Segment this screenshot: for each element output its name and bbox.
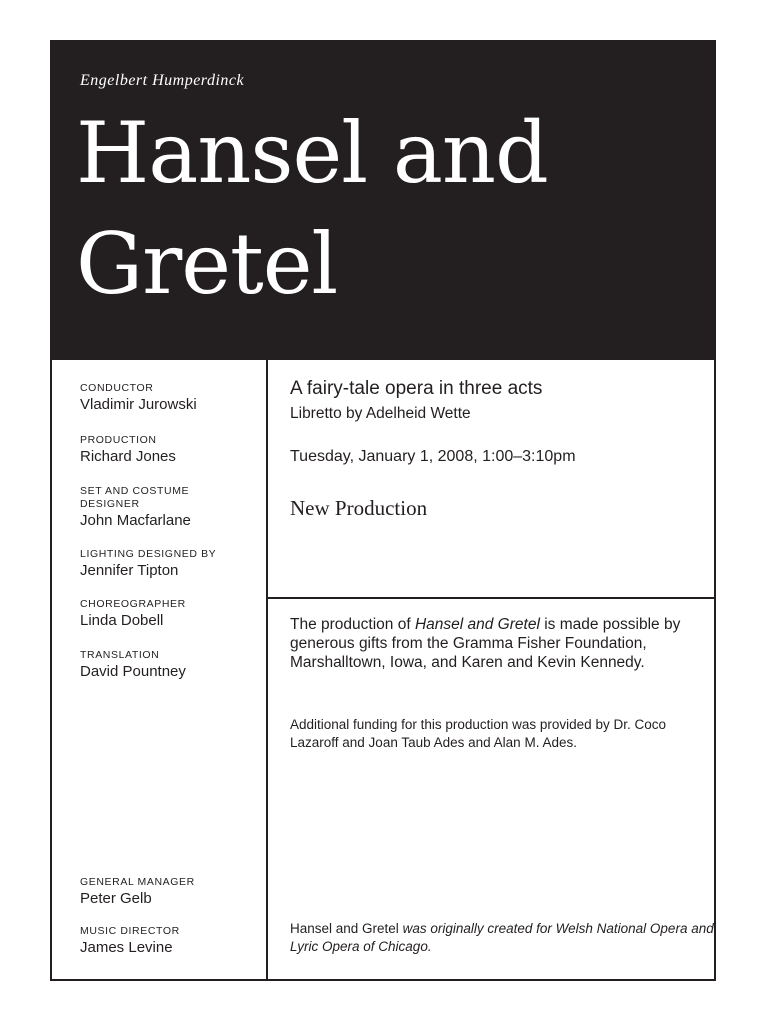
composer-name: Engelbert Humperdinck (80, 72, 245, 89)
credit-translation (80, 649, 260, 681)
credit-production (80, 434, 260, 466)
sponsor-title: Hansel and Gretel (414, 616, 540, 633)
opera-title-line-1: Hansel and (76, 104, 548, 202)
credit-role: TRANSLATION (80, 649, 160, 661)
sponsor-text-start: The production of (290, 616, 415, 633)
credit-role: LIGHTING DESIGNED BY (80, 548, 217, 560)
credit-name: John Macfarlane (80, 512, 191, 529)
origin-text: was originally created for Welsh National Opera and Lyric Opera of Chicago. (290, 921, 714, 954)
new-production-label: New Production (290, 496, 428, 520)
sponsor-text-end: is made possible by generous gifts from the Gramma Fisher Foundation, Marshalltown, Iowa, and Karen and Kevin Kennedy. (290, 616, 681, 671)
column-divider (266, 360, 268, 979)
libretto-credit: Libretto by Adelheid Wette (290, 405, 471, 422)
credit-name: Vladimir Jurowski (80, 396, 197, 413)
opera-subtitle: A fairy-tale opera in three acts (290, 378, 543, 399)
program-page (50, 40, 716, 981)
credit-lighting (80, 548, 260, 580)
credit-name: Jennifer Tipton (80, 562, 179, 579)
opera-title-line-2: Gretel (76, 215, 338, 313)
credit-role: SET AND COSTUME DESIGNER (80, 485, 190, 510)
credit-role: CHOREOGRAPHER (80, 598, 186, 610)
credit-role: PRODUCTION (80, 434, 157, 446)
credit-general-manager (80, 876, 260, 908)
credit-choreographer (80, 598, 260, 630)
origin-note (290, 920, 720, 956)
opera-title (76, 98, 548, 320)
performance-date: Tuesday, January 1, 2008, 1:00–3:10pm (290, 448, 576, 465)
credit-name: Linda Dobell (80, 612, 164, 629)
credit-music-director (80, 925, 260, 957)
credit-name: Richard Jones (80, 448, 176, 465)
credit-name: David Pountney (80, 663, 186, 680)
credit-role: MUSIC DIRECTOR (80, 925, 180, 937)
title-banner (52, 42, 714, 360)
credit-role: CONDUCTOR (80, 382, 154, 394)
credit-name: James Levine (80, 939, 173, 956)
credit-role: GENERAL MANAGER (80, 876, 195, 888)
credit-name: Peter Gelb (80, 890, 152, 907)
credit-set-costume (80, 485, 260, 530)
credit-conductor (80, 382, 260, 414)
section-divider (268, 597, 714, 599)
additional-funding-paragraph: Additional funding for this production was provided by Dr. Coco Lazaroff and Joan Taub Ades and Alan M. Ades. (290, 717, 666, 750)
origin-title: Hansel and Gretel (290, 921, 399, 936)
sponsor-paragraph (290, 615, 730, 672)
